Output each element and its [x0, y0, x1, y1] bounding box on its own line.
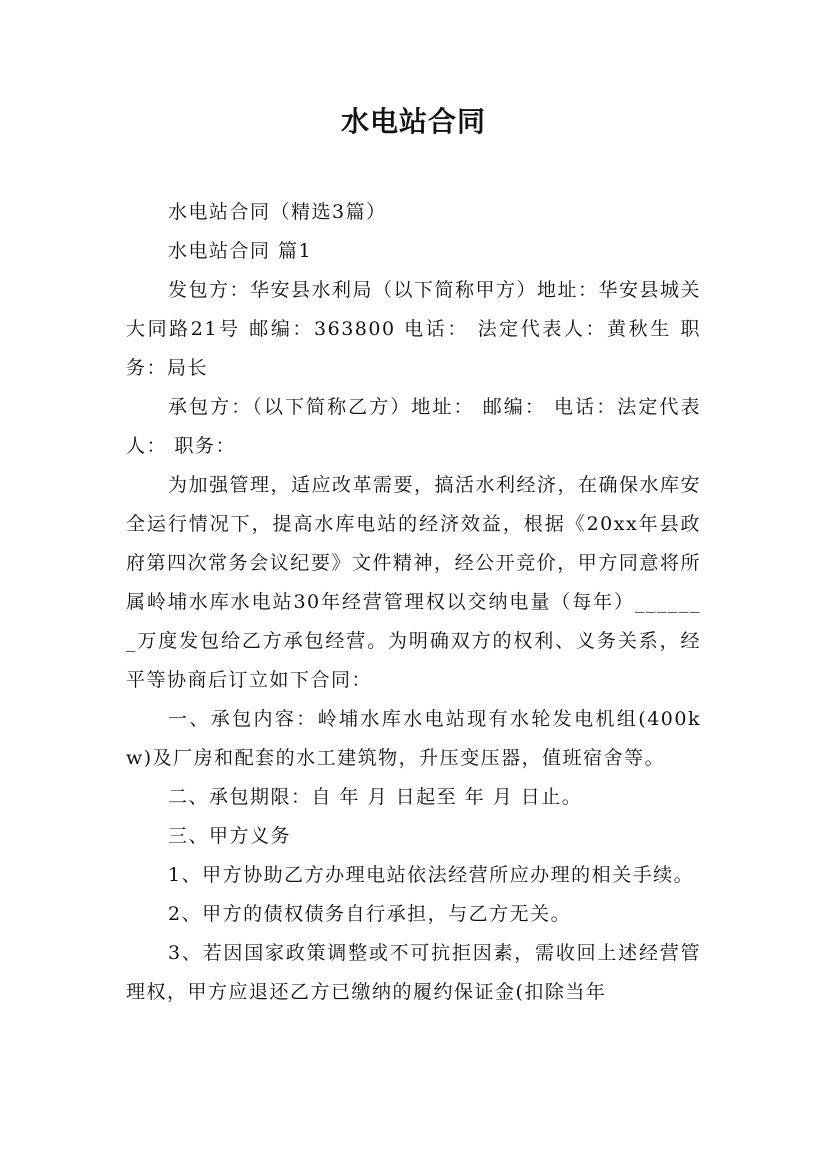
paragraph-party-b: 承包方：（以下简称乙方）地址： 邮编： 电话：法定代表人： 职务： — [126, 396, 701, 457]
document-title: 水电站合同 — [340, 105, 486, 138]
paragraph-item-2: 2、甲方的债权债务自行承担，与乙方无关。 — [168, 903, 572, 925]
paragraph-clause-1: 一、承包内容：岭埔水库水电站现有水轮发电机组(400kw)及厂房和配套的水工建筑物，升压变压器，值班宿舍等。 — [126, 708, 701, 769]
paragraph-clause-3-heading: 三、甲方义务 — [168, 825, 292, 847]
paragraph-section-heading: 水电站合同 篇1 — [168, 240, 313, 262]
paragraph-item-1: 1、甲方协助乙方办理电站依法经营所应办理的相关手续。 — [168, 864, 695, 886]
paragraph-party-a: 发包方：华安县水利局（以下简称甲方）地址：华安县城关大同路21号 邮编：363800 电话： 法定代表人：黄秋生 职务：局长 — [126, 279, 702, 379]
document-body — [126, 193, 701, 1012]
paragraph-preamble: 为加强管理，适应改革需要，搞活水利经济，在确保水库安全运行情况下，提高水库电站的经济效益，根据《20xx年县政府第四次常务会议纪要》文件精神，经公开竞价，甲方同意将所属岭埔水库水电站30年经营管理权以交纳电量（每年）_______万度发包给乙方承包经营。为明确双方的权利、义务关系，经平等协商后订立如下合同： — [126, 474, 702, 691]
paragraph-subtitle: 水电站合同（精选3篇） — [168, 201, 387, 223]
paragraph-item-3: 3、若因国家政策调整或不可抗拒因素，需收回上述经营管理权，甲方应退还乙方已缴纳的履约保证金(扣除当年 — [126, 942, 701, 1003]
paragraph-clause-2: 二、承包期限：自 年 月 日起至 年 月 日止。 — [168, 786, 583, 808]
